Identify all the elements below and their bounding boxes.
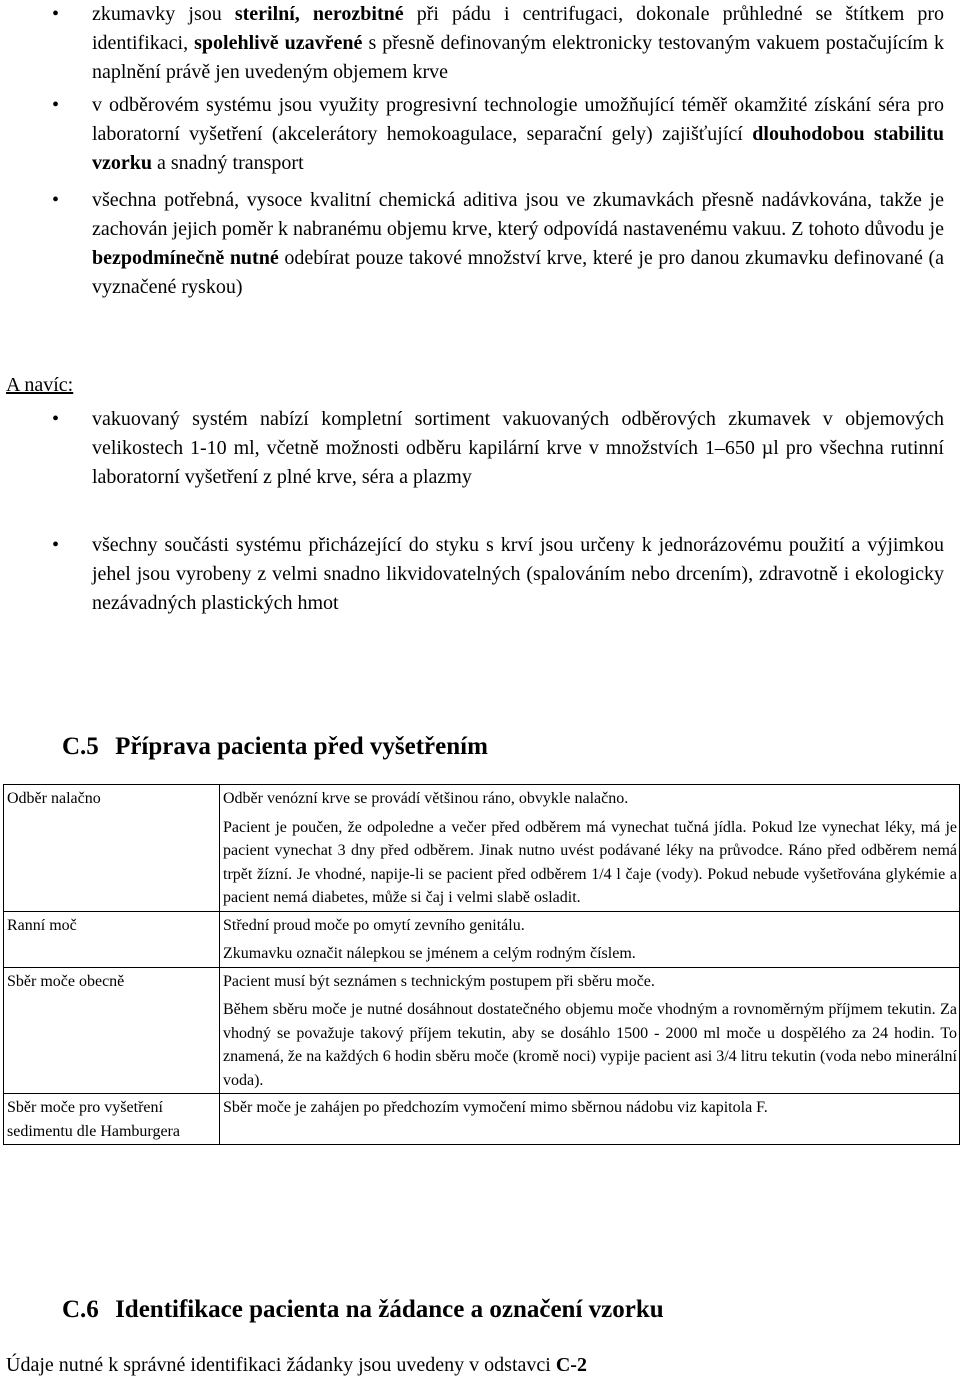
table-label-cell: Ranní moč (4, 911, 220, 967)
text-run: v odběrovém systému jsou využity progresivní technologie umožňující téměř okamžité získání séra pro laboratorní vyšetření (akcelerátory hemokoagulace, separační gely) zajišťující (92, 94, 944, 145)
text-run: zkumavky jsou (92, 3, 235, 25)
bullet-item (92, 0, 944, 87)
bold-phrase: spolehlivě uzavřené (194, 32, 363, 54)
section-number: C.6 (62, 1296, 99, 1323)
table-paragraph: Sběr moče je zahájen po předchozím vymočení mimo sběrnou nádobu viz kapitola F. (223, 1099, 768, 1116)
text-run: odebírat pouze takové množství krve, které je pro danou zkumavku definované (a vyznačené ryskou) (92, 247, 944, 298)
table-label-cell: Sběr moče pro vyšetření sedimentu dle Hamburgera (4, 1094, 220, 1145)
patient-preparation-table (3, 784, 960, 1145)
note-text: Údaje nutné k správné identifikaci žádanky jsou uvedeny v odstavci (6, 1354, 556, 1376)
table-paragraph: Pacient je poučen, že odpoledne a večer před odběrem má vynechat tučná jídla. Pokud lze vynechat léky, má je pacient vynechat 3 dny před odběrem. Jinak nutno uvést podávané léky na průvodce. Ráno před odběrem nemá trpět žízní. Je vhodné, napije-li se pacient před odběrem 1/4 l čaje (vody). Pokud nebude vyšetřována glykémie a pacient nemá diabetes, může si čaj i velmi slabě osladit. (223, 818, 957, 906)
table-label-cell: Sběr moče obecně (4, 967, 220, 1094)
bold-phrase: sterilní, nerozbitné (234, 3, 404, 25)
identification-note (6, 1352, 587, 1378)
section-title: Identifikace pacienta na žádance a označení vzorku (115, 1296, 664, 1323)
table-label-cell: Odběr nalačno (4, 785, 220, 912)
bullet-item: • vakuovaný systém nabízí kompletní sortiment vakuovaných odběrových zkumavek v objemových velikostech 1-10 ml, včetně možnosti odběru kapilární krve v množstvích 1–650 µl pro všechna rutinní laboratorní vyšetření z plné krve, séra a plazmy (92, 405, 944, 492)
table-paragraph: Pacient musí být seznámen s technickým postupem při sběru moče. (223, 972, 655, 990)
table-row (4, 911, 960, 967)
a-navic-heading: A navíc: (6, 374, 74, 396)
bold-phrase: bezpodmínečně nutné (92, 247, 279, 269)
table-paragraph: Během sběru moče je nutné dosáhnout dostatečného objemu moče vhodným a rovnoměrným příjmem tekutin. Za vhodný se považuje takový příjem tekutin, aby se dosáhlo 1500 - 2000 ml moče u dospělého za 24 hodin. To znamená, že na každých 6 hodin sběru moče (kromě noci) vypije pacient asi 3/4 litru tekutin (voda nebo minerální voda). (223, 1001, 957, 1089)
bullet-item: • všechny součásti systému přicházející do styku s krví jsou určeny k jednorázovému použití a výjimkou jehel jsou vyrobeny z velmi snadno likvidovatelných (spalováním nebo drcením), zdravotně i ekologicky nezávadných plastických hmot (92, 531, 944, 618)
section-heading-c5 (62, 731, 488, 763)
section-heading-c6 (62, 1294, 664, 1326)
bullet-item (92, 91, 944, 178)
table-paragraph: Střední proud moče po omytí zevního genitálu. (223, 916, 525, 934)
text-run: všechna potřebná, vysoce kvalitní chemická aditiva jsou ve zkumavkách přesně nadávkována, takže je zachován jejich poměr k nabranému objemu krve, který odpovídá nastavenému vakuu. Z tohoto důvodu je (92, 189, 944, 240)
table-description-cell (220, 967, 960, 1094)
section-reference: C-2 (555, 1354, 587, 1376)
table-description-cell (220, 1094, 960, 1145)
text-run: a snadný transport (152, 152, 304, 174)
table-paragraph: Zkumavku označit nálepkou se jménem a celým rodným číslem. (223, 945, 636, 962)
table-row (4, 967, 960, 1094)
bold-phrase: dlouhodobou stabilitu vzorku (92, 123, 944, 174)
table-paragraph: Odběr venózní krve se provádí většinou ráno, obvykle nalačno. (223, 790, 629, 807)
table-description-cell (220, 785, 960, 912)
table-description-cell (220, 911, 960, 967)
table-row (4, 1094, 960, 1145)
text-run: s přesně definovaným elektronicky testovaným vakuem postačujícím k naplnění právě jen uvedeným objemem krve (92, 32, 945, 83)
table-row (4, 785, 960, 912)
section-number: C.5 (62, 733, 99, 760)
section-title: Příprava pacienta před vyšetřením (115, 733, 488, 760)
bullet-item (92, 186, 944, 302)
text-run: při pádu i centrifugaci, dokonale průhledné se štítkem pro identifikaci, (92, 3, 944, 54)
